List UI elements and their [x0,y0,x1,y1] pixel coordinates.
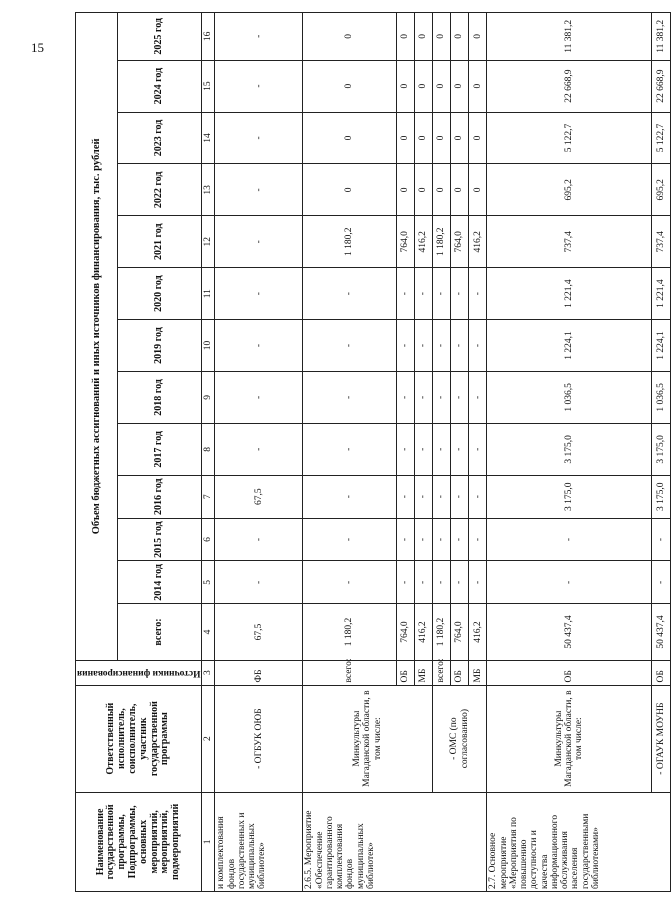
header-year: 2017 год [118,423,202,475]
cell-amount: - [303,268,396,320]
column-number: 16 [202,13,215,61]
cell-amount: 67,5 [215,604,303,660]
cell-funding-source: ОБ [451,660,469,685]
header-funding-source-label: Источники финансирования [77,667,201,678]
cell-amount: - [487,561,652,604]
cell-program-name: и комплектования фондов государственных и муниципальных библиотек» [215,792,303,891]
cell-amount: 67,5 [215,475,303,518]
column-number: 8 [202,423,215,475]
page-number: 15 [31,40,44,55]
header-year: 2018 год [118,371,202,423]
cell-amount: - [469,320,487,372]
header-year: 2016 год [118,475,202,518]
cell-funding-source: ФБ [215,660,303,685]
cell-amount: - [414,320,432,372]
cell-amount: 695,2 [651,164,670,216]
cell-amount: 0 [303,164,396,216]
table-row [651,13,670,892]
cell-amount: 416,2 [469,216,487,268]
cell-amount: 0 [469,13,487,61]
cell-amount: - [432,518,450,561]
cell-amount: - [215,13,303,61]
cell-funding-source: МБ [469,660,487,685]
cell-amount: - [303,320,396,372]
cell-amount: - [215,112,303,164]
cell-amount: - [215,60,303,112]
cell-funding-source: ОБ [651,660,670,685]
cell-amount: 0 [469,112,487,164]
cell-amount: 1 221,4 [651,268,670,320]
cell-amount: 0 [414,164,432,216]
cell-funding-source: всего: [303,660,396,685]
cell-amount: - [432,561,450,604]
cell-amount: - [469,561,487,604]
cell-amount: - [414,371,432,423]
header-year: 2014 год [118,561,202,604]
cell-amount: - [469,268,487,320]
cell-amount: 764,0 [451,604,469,660]
cell-amount: 0 [414,13,432,61]
cell-amount: 0 [469,164,487,216]
cell-amount: - [451,423,469,475]
column-number-row [202,13,215,892]
cell-amount: - [432,475,450,518]
cell-amount: 764,0 [451,216,469,268]
cell-amount: 416,2 [469,604,487,660]
cell-amount: 1 221,4 [487,268,652,320]
cell-program-name: 2.7. Основное мероприятие «Мероприятия по повышению доступности и качества информационного обслуживания населения государственными библиотеками» [487,792,671,891]
cell-amount: - [396,320,414,372]
cell-funding-source: ОБ [396,660,414,685]
column-number: 4 [202,604,215,660]
cell-executor: - ОГАУК МОУНБ [651,685,670,792]
cell-amount: - [451,518,469,561]
header-year: 2019 год [118,320,202,372]
cell-amount: 764,0 [396,604,414,660]
cell-amount: 0 [432,164,450,216]
cell-amount: 1 180,2 [432,604,450,660]
column-number: 2 [202,685,215,792]
cell-amount: 1 036,5 [487,371,652,423]
table-body [215,13,671,892]
cell-executor: - ОМС (по согласованию) [432,685,487,792]
cell-amount: 0 [469,60,487,112]
cell-amount: 737,4 [651,216,670,268]
column-number: 3 [202,660,215,685]
cell-amount: 3 175,0 [487,423,652,475]
cell-amount: - [215,164,303,216]
cell-amount: 695,2 [487,164,652,216]
header-year: 2025 год [118,13,202,61]
cell-amount: 0 [396,164,414,216]
cell-amount: - [414,268,432,320]
cell-amount: - [651,518,670,561]
header-funding-source [76,660,202,685]
cell-amount: 1 180,2 [432,216,450,268]
header-year: 2021 год [118,216,202,268]
table-row [487,13,652,892]
cell-amount: - [451,475,469,518]
cell-amount: 5 122,7 [487,112,652,164]
cell-amount: - [414,518,432,561]
header-year: 2024 год [118,60,202,112]
cell-amount: - [414,561,432,604]
cell-amount: - [451,268,469,320]
cell-amount: 3 175,0 [651,475,670,518]
funding-table [75,12,671,892]
cell-amount: 1 180,2 [303,604,396,660]
cell-amount: 737,4 [487,216,652,268]
header-year: 2020 год [118,268,202,320]
cell-funding-source: МБ [414,660,432,685]
cell-amount: 11 381,2 [487,13,652,61]
cell-amount: - [303,561,396,604]
cell-amount: - [451,561,469,604]
cell-amount: - [469,475,487,518]
cell-executor: Минкультуры Магаданской области, в том числе: [303,685,433,792]
column-number: 12 [202,216,215,268]
column-number: 6 [202,518,215,561]
rotated-page [75,12,666,892]
header-program-name: Наименование государственной программы, Подпрограммы, основных мероприятий, мероприятий, подмероприятий [76,792,202,891]
column-number: 15 [202,60,215,112]
cell-amount: - [303,423,396,475]
cell-amount: - [432,268,450,320]
cell-amount: 0 [451,13,469,61]
cell-amount: 0 [432,60,450,112]
cell-funding-source: всего: [432,660,450,685]
column-number: 7 [202,475,215,518]
cell-amount: 0 [303,112,396,164]
cell-amount: - [303,371,396,423]
cell-amount: 3 175,0 [651,423,670,475]
cell-amount: 22 668,9 [651,60,670,112]
cell-amount: - [451,371,469,423]
cell-amount: - [215,371,303,423]
cell-amount: 1 224,1 [651,320,670,372]
cell-amount: - [396,423,414,475]
header-year: 2022 год [118,164,202,216]
cell-funding-source: ОБ [487,660,652,685]
cell-amount: 50 437,4 [487,604,652,660]
cell-amount: - [303,475,396,518]
cell-amount: 1 036,5 [651,371,670,423]
table-row [432,13,450,892]
cell-amount: - [432,371,450,423]
cell-amount: 416,2 [414,216,432,268]
header-year: 2023 год [118,112,202,164]
cell-amount: - [215,423,303,475]
cell-amount: 0 [396,13,414,61]
cell-amount: - [651,561,670,604]
cell-amount: 5 122,7 [651,112,670,164]
cell-amount: - [215,320,303,372]
cell-amount: 0 [451,164,469,216]
cell-amount: 0 [414,60,432,112]
cell-amount: - [414,423,432,475]
cell-amount: 416,2 [414,604,432,660]
cell-amount: - [414,475,432,518]
cell-amount: 0 [303,60,396,112]
column-number: 10 [202,320,215,372]
cell-amount: - [451,320,469,372]
cell-amount: - [469,423,487,475]
cell-amount: - [432,423,450,475]
cell-amount: 1 180,2 [303,216,396,268]
column-number: 1 [202,792,215,891]
cell-executor: - ОГБУК ОЮБ [215,685,303,792]
table-row [215,13,303,892]
cell-amount: 50 437,4 [651,604,670,660]
cell-amount: 0 [432,13,450,61]
cell-amount: - [215,268,303,320]
cell-amount: - [432,320,450,372]
cell-amount: 0 [414,112,432,164]
column-number: 13 [202,164,215,216]
cell-amount: - [396,268,414,320]
column-number: 9 [202,371,215,423]
header-funding-title: Объем бюджетных ассигнований и иных источников финансирования, тыс. рублей [76,13,118,661]
cell-amount: - [215,561,303,604]
cell-executor: Минкультуры Магаданской области, в том числе: [487,685,652,792]
cell-amount: 0 [396,112,414,164]
cell-amount: 764,0 [396,216,414,268]
cell-amount: - [303,518,396,561]
cell-amount: 3 175,0 [487,475,652,518]
cell-amount: 1 224,1 [487,320,652,372]
column-number: 5 [202,561,215,604]
cell-amount: - [215,216,303,268]
column-number: 14 [202,112,215,164]
cell-amount: - [487,518,652,561]
cell-amount: 0 [396,60,414,112]
header-total: всего: [118,604,202,660]
cell-amount: 0 [432,112,450,164]
cell-amount: - [469,518,487,561]
cell-amount: - [469,371,487,423]
cell-amount: - [396,561,414,604]
cell-amount: - [215,518,303,561]
header-executor: Ответственный исполнитель, соисполнитель, участник государственной программы [76,685,202,792]
cell-amount: 0 [451,60,469,112]
cell-amount: 0 [451,112,469,164]
cell-amount: - [396,371,414,423]
table-row [303,13,396,892]
header-year: 2015 год [118,518,202,561]
cell-amount: 11 381,2 [651,13,670,61]
column-number: 11 [202,268,215,320]
cell-program-name: 2.6.5. Мероприятие «Обеспечение гарантированного комплектования фондов муниципальных библиотек» [303,792,487,891]
cell-amount: - [396,475,414,518]
cell-amount: - [396,518,414,561]
cell-amount: 22 668,9 [487,60,652,112]
cell-amount: 0 [303,13,396,61]
